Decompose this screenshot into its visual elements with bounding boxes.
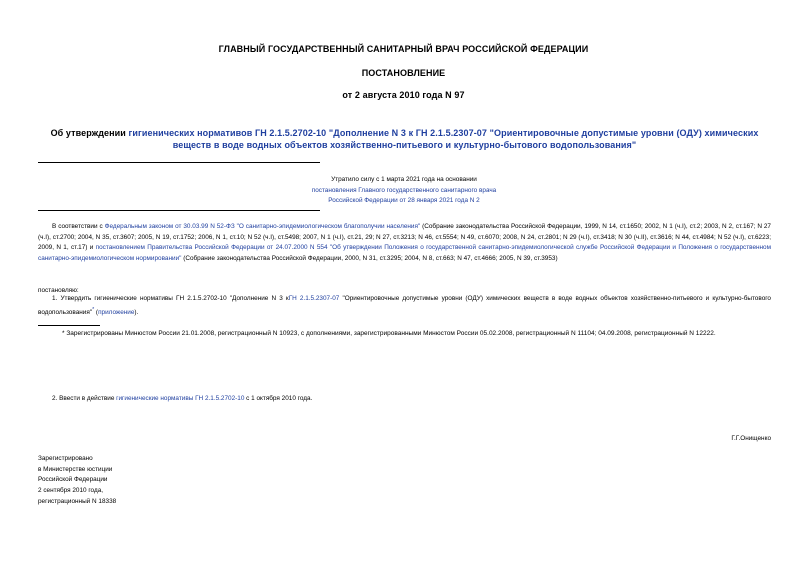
footnote-divider: [38, 325, 100, 326]
signature: Г.Г.Онищенко: [731, 435, 771, 442]
federal-law-link[interactable]: Федеральным законом от 30.03.99 N 52-ФЗ "О санитарно-эпидемиологическом благополучии населения": [104, 223, 421, 230]
resolve-text: постановляю:: [38, 287, 79, 294]
registration-line5: регистрационный N 18338: [38, 497, 117, 505]
item-1-text-2: "Ориентировочные допустимые уровни (ОДУ) химических веществ в воде водных объектов хозяйственно-питьевого и культурно-бытового водопользования": [38, 295, 771, 316]
divider-top: [38, 162, 320, 163]
preamble-text-2: (Собрание законодательства Российской Федерации, 1999, N 14, ст.1650; 2002, N 1 (ч.I), ст.2; 2003, N 2, ст.167; N 27 (ч.I), ст.2700; 2004, N 35, ст.3607; 2005, N 19, ст.1752; 2006, N 1, ст.10; N 52 (ч.I), ст.5498; 2007, N 1 (ч.I), ст.21, 29; N 27, ст.3213; N 46, ст.5554; N 49, ст.6070; 2008, N 24, ст.2801; N 29 (ч.I), ст.3418; N 30 (ч.II), ст.3616; N 44, ст.4984; N 52 (ч.I), ст.6223; 2009, N 1, ст.17) и: [38, 223, 771, 252]
gn-2307-link[interactable]: ГН 2.1.5.2307-07: [288, 295, 340, 302]
item-1-paragraph: [38, 294, 771, 319]
title-link[interactable]: гигиенических нормативов ГН 2.1.5.2702-10 "Дополнение N 3 к ГН 2.1.5.2307-07 "Ориентировочные допустимые уровни (ОДУ) химических веществ в воде водных объектов хозяйственно-питьевого и культурно-бытового водопользования": [128, 128, 759, 150]
footnote-mark: *: [62, 330, 65, 337]
status-note-link-line3[interactable]: Российской Федерации от 28 января 2021 года N 2: [328, 197, 480, 205]
title-prefix: Об утверждении: [50, 128, 129, 138]
item-2-text-2: с 1 октября 2010 года.: [244, 395, 313, 402]
gn-2702-link[interactable]: гигиенические нормативы ГН 2.1.5.2702-10: [116, 395, 245, 402]
item-1-text-1: 1. Утвердить гигиенические нормативы ГН 2.1.5.2702-10 "Дополнение N 3 к: [52, 295, 289, 302]
preamble-text-1: В соответствии с: [52, 223, 105, 230]
registration-line3: Российской Федерации: [38, 476, 108, 484]
registration-line4: 2 сентября 2010 года,: [38, 487, 104, 495]
item-2-text-1: 2. Ввести в действие: [52, 395, 117, 402]
item-1-text-3: (: [94, 308, 99, 316]
divider-bottom: [38, 210, 320, 211]
item-2-paragraph: [38, 394, 312, 405]
registration-block: [38, 454, 116, 508]
item-1-text-4: ).: [134, 308, 139, 316]
status-note: [180, 175, 628, 207]
government-decree-link[interactable]: постановлением Правительства Российской Федерации от 24.07.2000 N 554 "Об утверждении Положения о государственной санитарно-эпидемиологической службе Российской Федерации и Положения о государственном санитарно-эпидемиологическом нормировании": [38, 244, 772, 263]
registration-line2: в Министерстве юстиции: [38, 465, 113, 473]
document-title: [38, 127, 771, 151]
authority-heading: ГЛАВНЫЙ ГОСУДАРСТВЕННЫЙ САНИТАРНЫЙ ВРАЧ РОССИЙСКОЙ ФЕДЕРАЦИИ: [218, 44, 589, 54]
preamble-text-3: (Собрание законодательства Российской Федерации, 2000, N 31, ст.3295; 2004, N 8, ст.663; N 47, ст.4666; 2005, N 39, ст.3953): [181, 255, 558, 263]
appendix-link[interactable]: приложение: [98, 308, 135, 316]
footnote-ref[interactable]: *: [92, 306, 95, 313]
footnote-paragraph: [38, 329, 771, 340]
registration-line1: Зарегистрировано: [38, 455, 93, 462]
status-note-link-line2[interactable]: постановления Главного государственного санитарного врача: [311, 186, 497, 194]
footnote-text: Зарегистрированы Минюстом России 21.01.2008, регистрационный N 10923, с дополнениями, зарегистрированными Минюстом России 05.02.2008, регистрационный N 11104; 04.09.2008, регистрационный N 12222.: [64, 330, 716, 337]
document-type: ПОСТАНОВЛЕНИЕ: [361, 68, 446, 78]
document-date-number: от 2 августа 2010 года N 97: [342, 90, 465, 100]
status-note-line1: Утратило силу с 1 марта 2021 года на основании: [331, 176, 477, 183]
preamble-paragraph: [38, 222, 771, 265]
